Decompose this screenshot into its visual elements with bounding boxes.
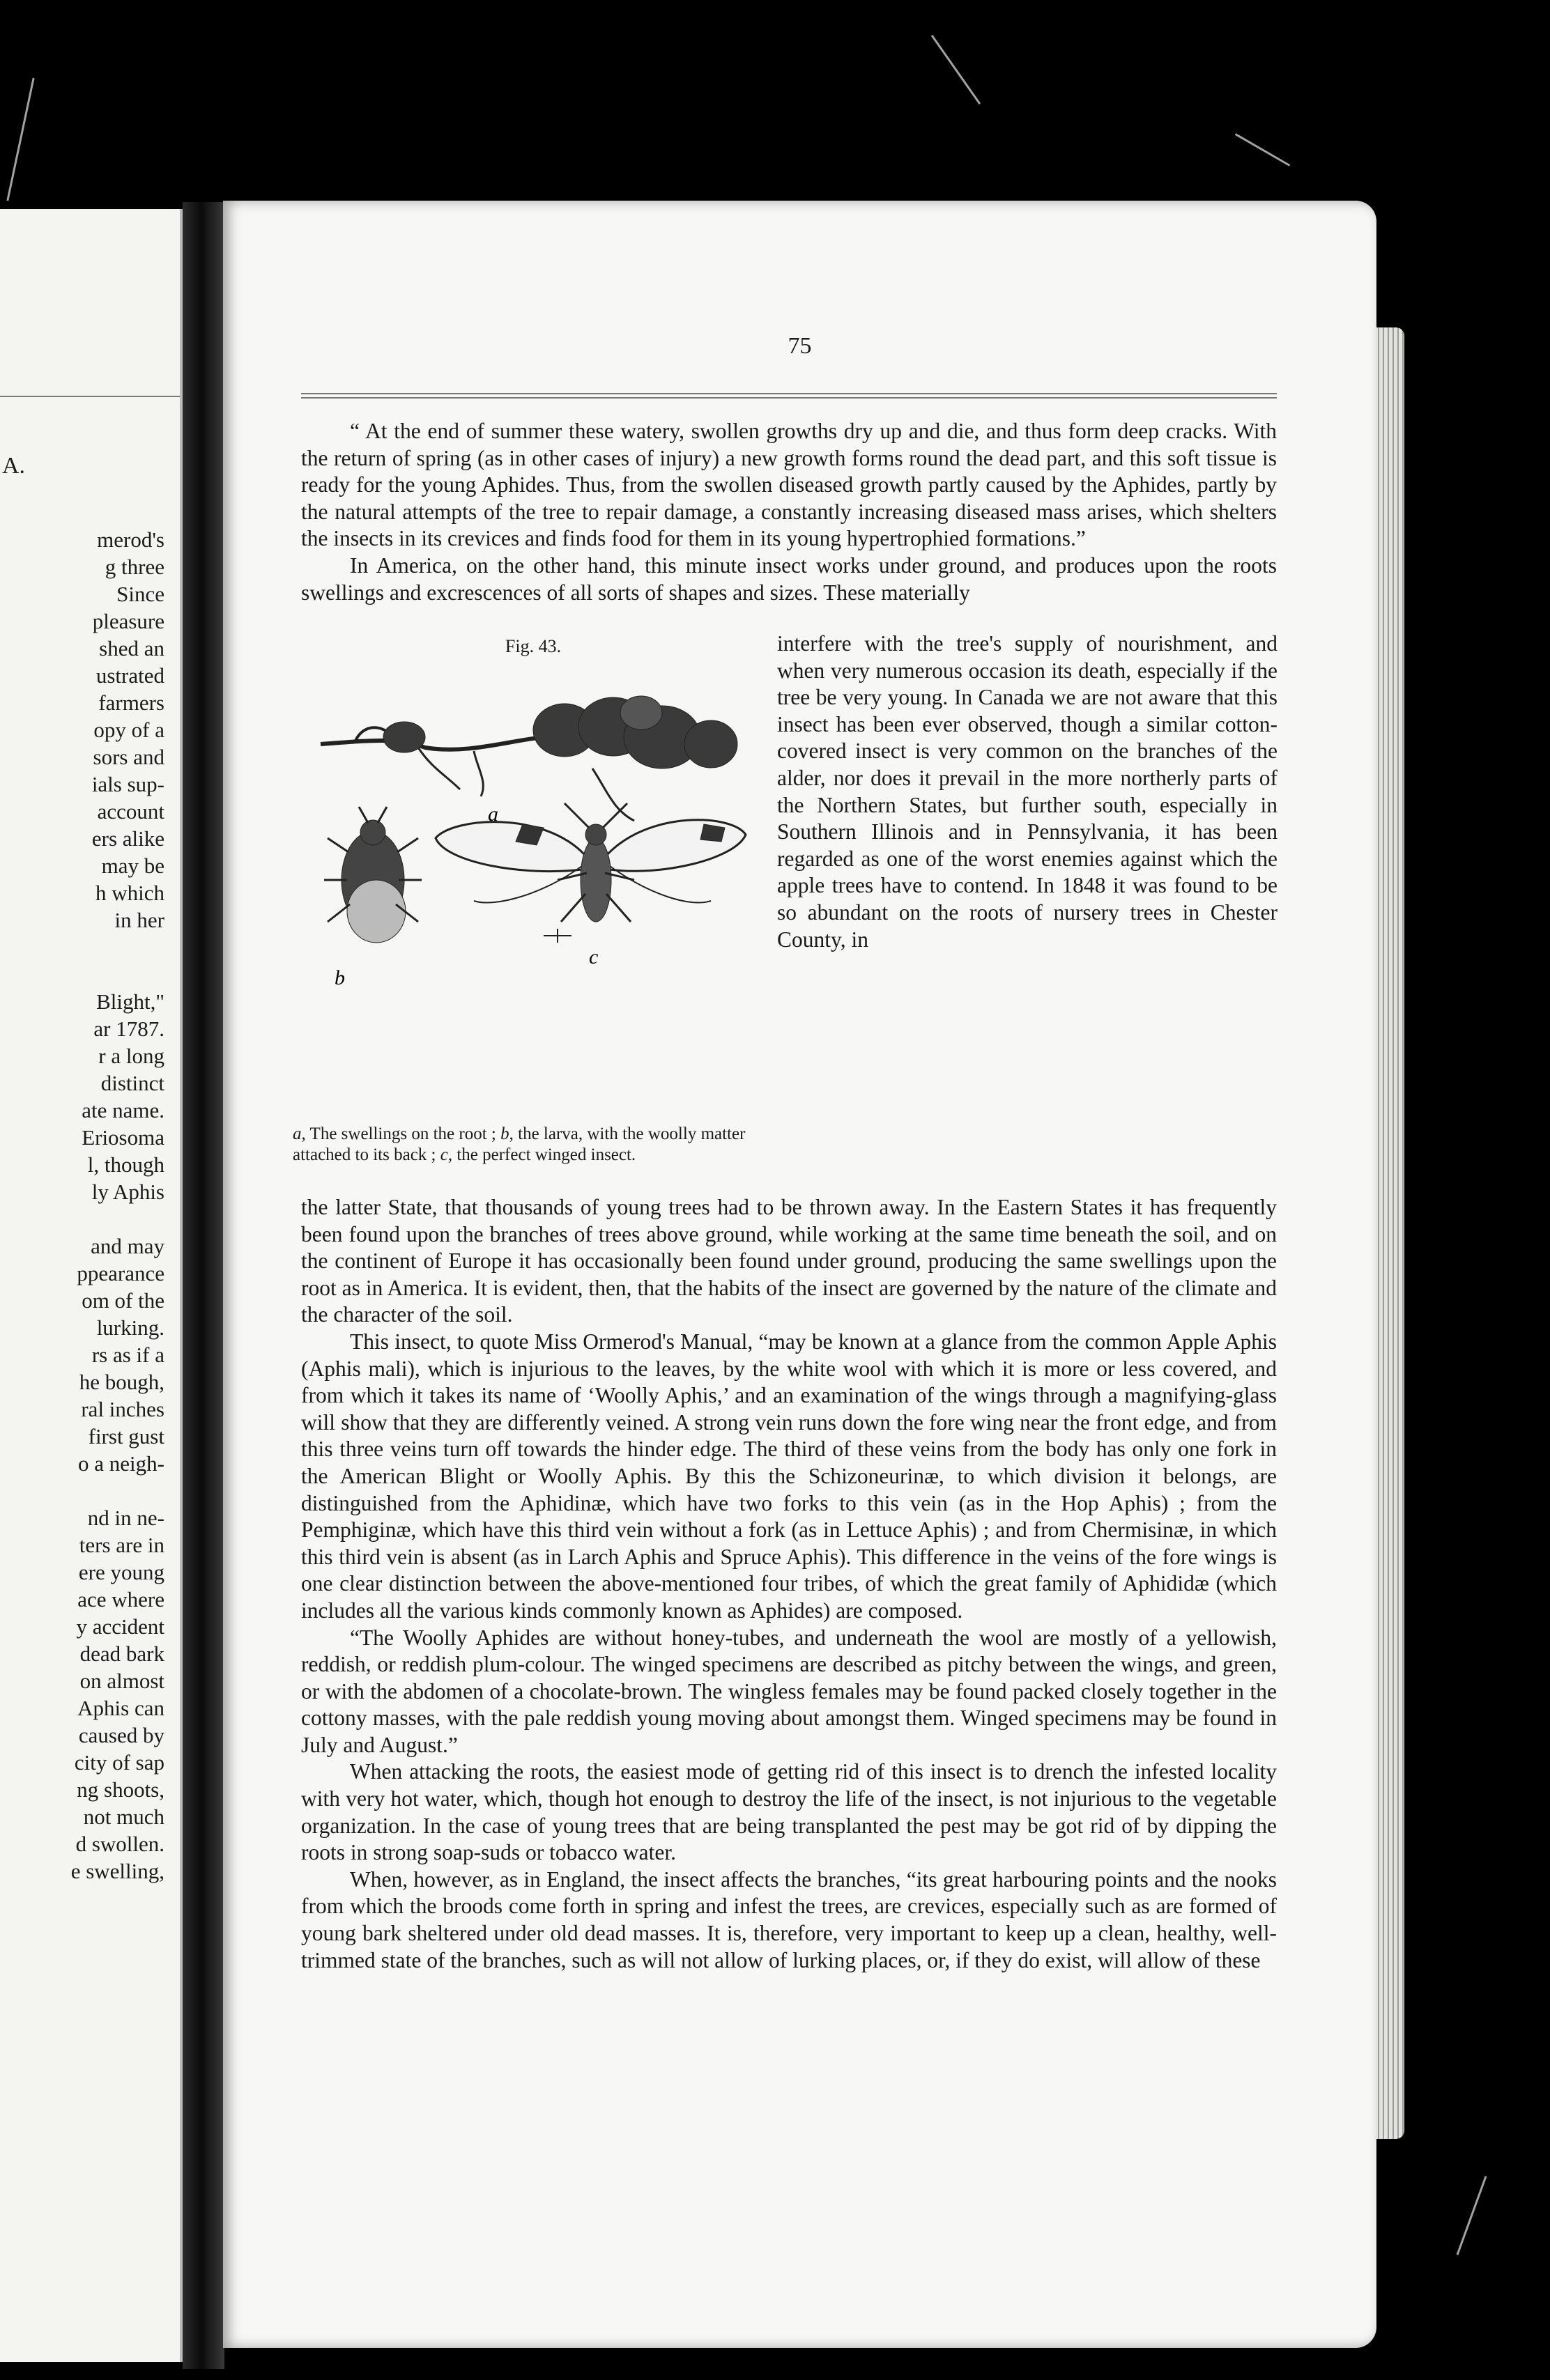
left-text-fragment: Blight," [96,989,164,1014]
paragraph: the latter State, that thousands of young trees had to be thrown away. In the Eastern States it has frequently been found upon the branches of trees above ground, while working at the same time beneath the soil, and on the continent of Europe it has occasionally been found under ground, producing the same swellings upon the root as in America. It is evident, then, that the habits of the insect are governed by the nature of the climate and the character of the soil. [301,1195,1277,1327]
previous-page-fragment [0,209,183,2362]
left-text-fragment: Eriosoma [82,1125,164,1150]
paragraph: interfere with the tree's supply of nourishment, and when very numerous occasion its death, especially if the tree be very young. In Canada we are not aware that this insect has been ever observed, though a similar cotton-covered insect is very common on the branches of the alder, nor does it prevail in the more northerly parts of the Northern States, but further south, especially in Southern Illinois and in Pennsylvania, it has been regarded as one of the worst enemies against which the apple trees have to contend. In 1848 it was found to be so abundant on the roots of nursery trees in Chester County, in [777,631,1277,952]
root-swellings-drawing [321,696,737,821]
film-scratch [1235,133,1290,167]
caption-letter-c: c [440,1145,448,1164]
film-scratch [931,35,981,105]
film-scratch [6,78,34,201]
left-text-fragment: g three [105,555,164,579]
paragraph: When, however, as in England, the insect affects the branches, “its great harbouring points and the nooks from which the broods come forth in spring and infest the trees, are crevices, especially such as are formed of young bark sheltered under old dead masses. It is, therefore, very important to keep up a clean, healthy, well-trimmed state of the branches, such as will not allow of lurking places, or, if they do exist, will allow of these [301,1867,1277,1972]
left-text-fragment: e swelling, [70,1859,164,1883]
left-text-fragment: d swollen. [75,1832,164,1856]
caption-letter-a: a [293,1125,302,1143]
film-scratch [1457,2176,1487,2255]
winged-insect-drawing [436,803,746,943]
left-text-fragment: sors and [93,745,164,769]
caption-part: , the perfect winged insect. [447,1145,636,1164]
left-header-rule [0,396,183,397]
left-text-fragment: nd in ne- [87,1506,164,1530]
body-text-top [301,418,1277,606]
left-text-fragment: ace where [77,1587,164,1612]
left-text-fragment: h which [95,881,164,905]
caption-letter-b: b [500,1125,509,1143]
figure-letter-c: c [589,945,599,968]
caption-part: , The swellings on the root ; [301,1125,501,1143]
header-rule [301,393,1277,399]
left-text-fragment: ar 1787. [93,1017,164,1041]
left-text-fragment: l, though [87,1152,164,1177]
left-text-fragment: ere young [78,1560,164,1584]
left-text-fragment: may be [101,853,164,878]
figure-caption [293,1124,774,1166]
paragraph: “The Woolly Aphides are without honey-tubes, and underneath the wool are mostly of a yellowish, reddish, or reddish plum-colour. The winged specimens are described as pitchy between the wings, and green, or with the abdomen of a chocolate-brown. The wingless females may be found packed closely together in the cottony masses, with the pale reddish young moving about amongst them. Winged specimens may be found in July and August.” [301,1625,1277,1757]
left-text-fragment: ng shoots, [77,1777,164,1802]
left-text-fragment: city of sap [74,1750,164,1775]
left-text-fragment: r a long [98,1044,164,1068]
left-text-fragment: farmers [98,690,164,715]
left-text-fragment: Since [116,582,164,606]
left-text-fragment: ters are in [79,1533,164,1557]
left-text-fragment: first gust [88,1424,164,1448]
left-text-fragment: distinct [100,1071,164,1095]
left-text-fragment: not much [83,1805,164,1829]
paragraph: “ At the end of summer these watery, swollen growths dry up and die, and thus form deep cracks. With the return of spring (as in other cases of injury) a new growth forms round the dead part, and this soft tissue is ready for the young Aphides. Thus, from the swollen diseased growth partly caused by the Aphides, partly by the natural attempts of the tree to repair damage, a constantly increasing diseased mass arises, which shelters the insects in its crevices and finds food for them in its young hypertrophied formations.” [301,419,1277,551]
left-text-fragment: ate name. [82,1098,164,1122]
caption-part: , the larva, with the woolly matter attached to its back ; [293,1125,746,1164]
left-text-fragment: caused by [78,1723,164,1747]
figure-43 [293,636,774,1193]
left-text-fragment: o a neigh- [78,1451,164,1476]
figure-letter-b: b [335,966,345,989]
left-text-fragment: opy of a [93,718,164,742]
left-page-heading: A. [1,453,25,479]
left-text-fragment: ials sup- [91,772,164,796]
left-text-fragment: shed an [99,636,164,660]
book-page [223,201,1376,2348]
paragraph: When attacking the roots, the easiest mode of getting rid of this insect is to drench the infested locality with very hot water, which, though hot enough to destroy the life of the insect, is not injurious to the vegetable organization. In the case of young trees that are being transplanted the pest may be got rid of by dipping the roots in strong soap-suds or tobacco water. [301,1759,1277,1865]
body-text-beside-figure [777,631,1277,953]
left-text-fragment: and may [91,1234,164,1258]
larva-drawing [324,807,422,943]
left-text-fragment: in her [114,908,164,932]
left-text-fragment: account [97,799,164,824]
woolly-aphis-illustration [314,671,760,1117]
left-text-fragment: om of the [82,1288,164,1313]
left-text-fragment: ly Aphis [91,1180,164,1204]
left-text-fragment: pleasure [92,609,164,633]
page-number: 75 [788,333,812,359]
figure-label: Fig. 43. [505,636,562,656]
left-text-fragment: rs as if a [91,1343,164,1367]
left-text-fragment: Aphis can [77,1696,164,1720]
left-text-fragment: dead bark [79,1641,164,1666]
figure-letter-a: a [488,803,498,826]
left-text-fragment: lurking. [96,1315,164,1340]
left-text-fragment: on almost [79,1669,164,1693]
left-text-fragment: he bough, [79,1370,164,1394]
body-text-bottom [301,1194,1277,1974]
left-text-fragment: ers alike [91,826,164,851]
left-text-fragment: ustrated [95,663,164,688]
paragraph: This insect, to quote Miss Ormerod's Manual, “may be known at a glance from the common Apple Aphis (Aphis mali), which is injurious to the leaves, by the white wool with which it is more or less covered, and from which it takes its name of ‘Woolly Aphis,’ and an examination of the wings through a magnifying-glass will show that they are differently veined. A strong vein runs down the fore wing near the front edge, and from this three veins turn off towards the hinder edge. The third of these veins from the body has only one fork in the American Blight or Woolly Aphis. By this the Schizoneurinæ, to which division it belongs, are distinguished from the Aphidinæ, which have two forks to this vein (as in the Hop Aphis) ; from the Pemphiginæ, which have this third vein without a fork (as in Lettuce Aphis) ; and from Chermisinæ, in which this third vein is absent (as in Larch Aphis and Spruce Aphis). This difference in the veins of the fore wings is one clear distinction between the above-mentioned four tribes, of which the great family of Aphididæ (which includes all the various kinds commonly known as Aphides) are composed. [301,1329,1277,1623]
paragraph: In America, on the other hand, this minute insect works under ground, and produces upon the roots swellings and excrescences of all sorts of shapes and sizes. These materially [301,552,1277,605]
left-text-fragment: ppearance [77,1261,164,1285]
book-gutter [183,202,224,2369]
left-text-fragment: merod's [97,527,164,552]
left-text-fragment: y accident [76,1614,164,1639]
left-text-fragment: ral inches [81,1397,164,1421]
